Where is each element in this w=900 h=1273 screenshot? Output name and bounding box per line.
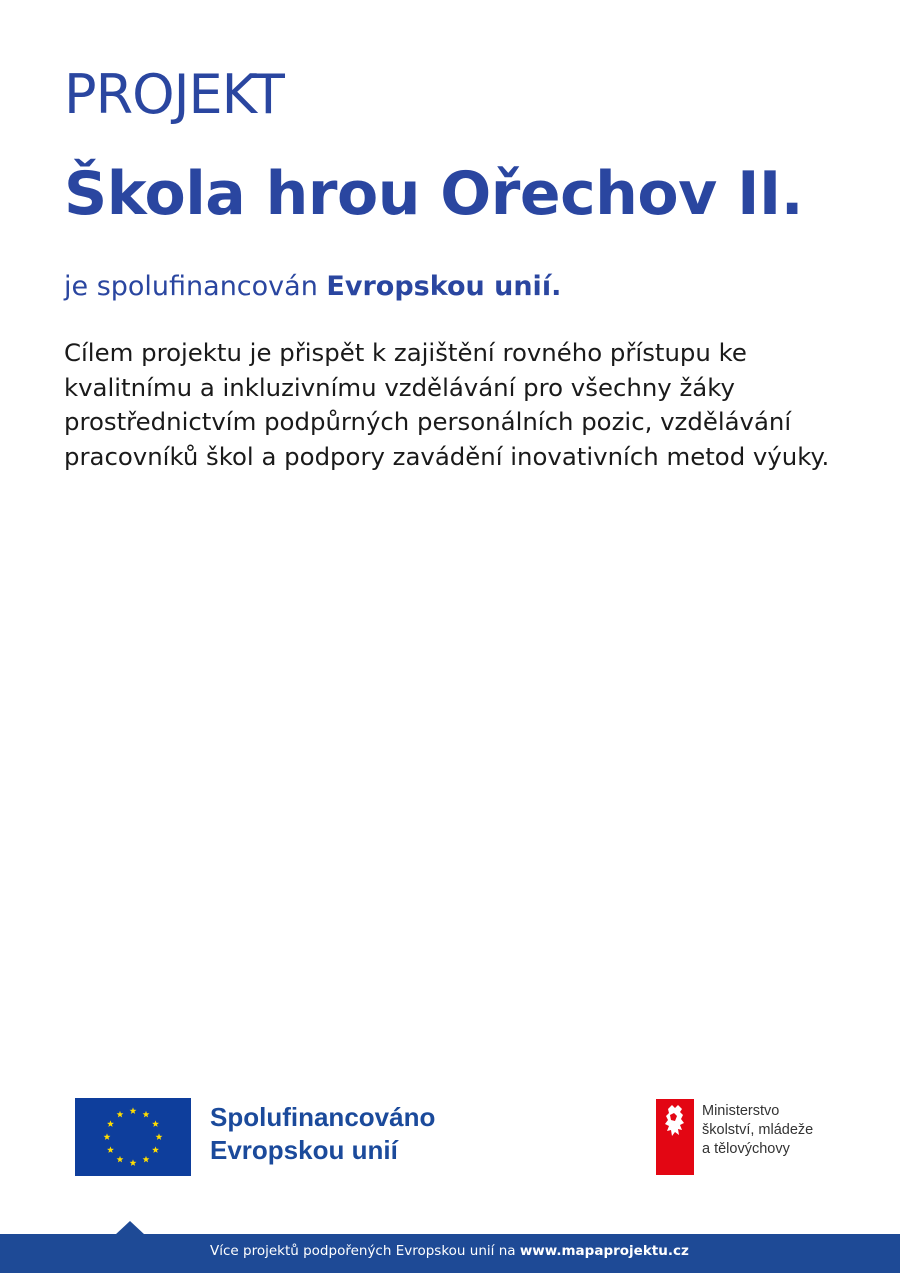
description-line: pracovníků škol a podpory zavádění inovativních metod výuky. bbox=[64, 441, 830, 471]
msmt-line1: Ministerstvo bbox=[702, 1103, 780, 1119]
eu-star bbox=[152, 1120, 159, 1127]
footer-prefix: Více projektů podpořených Evropskou unií na bbox=[210, 1243, 520, 1259]
description-line: prostřednictvím podpůrných personálních pozic, vzdělávání bbox=[64, 407, 792, 436]
eu-star bbox=[156, 1133, 163, 1140]
eu-star bbox=[117, 1111, 124, 1118]
cofinance-statement bbox=[64, 271, 561, 303]
eu-cofinance-logo-text bbox=[210, 1101, 435, 1167]
eu-star bbox=[152, 1146, 159, 1153]
eu-star bbox=[143, 1156, 150, 1163]
eu-star bbox=[143, 1111, 150, 1118]
msmt-lion-icon bbox=[656, 1099, 694, 1175]
eu-star bbox=[104, 1133, 111, 1140]
msmt-line3: a tělovýchovy bbox=[702, 1141, 790, 1157]
eu-stars-icon bbox=[75, 1098, 191, 1176]
eu-star bbox=[107, 1146, 114, 1153]
footer-tab-notch bbox=[115, 1221, 145, 1235]
eu-flag-icon bbox=[75, 1098, 191, 1176]
description-line: kvalitnímu a inkluzivnímu vzdělávání pro všechny žáky bbox=[64, 372, 735, 402]
eu-star bbox=[130, 1107, 137, 1114]
project-description bbox=[64, 336, 864, 474]
eu-logo-line1: Spolufinancováno bbox=[210, 1102, 436, 1132]
project-label: PROJEKT bbox=[64, 63, 284, 126]
eu-star bbox=[117, 1156, 124, 1163]
footer-link[interactable]: www.mapaprojektu.cz bbox=[519, 1243, 689, 1259]
cofinance-strong: Evropskou unií. bbox=[326, 271, 562, 302]
eu-star bbox=[107, 1120, 114, 1127]
eu-logo-line2: Evropskou unií bbox=[210, 1135, 398, 1165]
msmt-logo-text bbox=[702, 1102, 813, 1159]
eu-star bbox=[130, 1159, 137, 1166]
cofinance-prefix: je spolufinancován bbox=[64, 271, 327, 302]
msmt-line2: školství, mládeže bbox=[702, 1122, 814, 1138]
footer-text bbox=[210, 1242, 689, 1260]
description-line: Cílem projektu je přispět k zajištění rovného přístupu ke bbox=[64, 338, 747, 367]
project-title: Škola hrou Ořechov II. bbox=[64, 159, 804, 229]
